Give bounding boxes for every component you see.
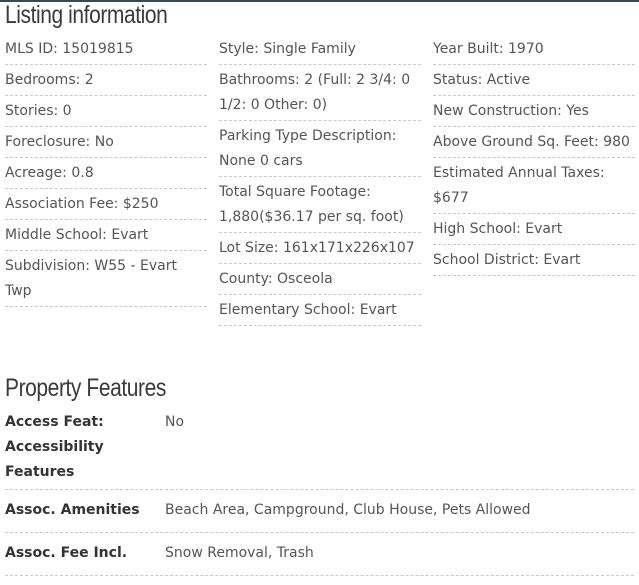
fact-middle-school bbox=[5, 220, 207, 251]
fact-association-fee bbox=[5, 189, 207, 220]
fact-value: 1,880($36.17 per sq. foot) bbox=[219, 209, 404, 225]
fact-label: Foreclosure: bbox=[5, 134, 91, 150]
fact-bedrooms bbox=[5, 65, 207, 96]
feature-value: Snow Removal, Trash bbox=[165, 545, 314, 561]
fact-style bbox=[219, 34, 421, 65]
fact-value: Evart bbox=[543, 252, 581, 268]
fact-label: MLS ID: bbox=[5, 41, 58, 57]
fact-label: Subdivision: bbox=[5, 258, 90, 274]
listing-column-1 bbox=[5, 34, 207, 307]
fact-label: Stories: bbox=[5, 103, 59, 119]
fact-value: Evart bbox=[525, 221, 563, 237]
fact-mls-id bbox=[5, 34, 207, 65]
fact-value: Evart bbox=[359, 302, 397, 318]
fact-label: Lot Size: bbox=[219, 240, 279, 256]
fact-label: Year Built: bbox=[433, 41, 504, 57]
fact-subdivision bbox=[5, 251, 207, 307]
listing-information-heading: Listing information bbox=[5, 1, 168, 29]
fact-status bbox=[433, 65, 635, 96]
feature-label: Access Feat: Accessibility Features bbox=[5, 414, 104, 480]
fact-value: 2 (Full: 2 3/4: 0 1/2: 0 Other: 0) bbox=[219, 72, 411, 113]
feature-value: No bbox=[165, 414, 185, 430]
fact-school-district bbox=[433, 245, 635, 276]
feature-row-assoc-fee-incl bbox=[5, 539, 634, 576]
fact-label: Parking Type Description: bbox=[219, 128, 397, 144]
fact-label: Above Ground Sq. Feet: bbox=[433, 134, 599, 150]
property-features-list bbox=[5, 408, 634, 576]
feature-label: Assoc. Amenities bbox=[5, 502, 140, 518]
fact-elementary-school bbox=[219, 295, 421, 326]
fact-acreage bbox=[5, 158, 207, 189]
fact-label: Total Square Footage: bbox=[219, 184, 371, 200]
fact-value: Evart bbox=[111, 227, 149, 243]
fact-value: Osceola bbox=[277, 271, 333, 287]
feature-label: Assoc. Fee Incl. bbox=[5, 545, 128, 561]
fact-label: Association Fee: bbox=[5, 196, 119, 212]
fact-value: Active bbox=[486, 72, 531, 88]
fact-county bbox=[219, 264, 421, 295]
fact-total-square-footage bbox=[219, 177, 421, 233]
fact-bathrooms bbox=[219, 65, 421, 121]
fact-value: 15019815 bbox=[62, 41, 134, 57]
fact-label: Status: bbox=[433, 72, 483, 88]
feature-value: Beach Area, Campground, Club House, Pets Allowed bbox=[165, 502, 531, 518]
fact-label: County: bbox=[219, 271, 273, 287]
fact-value: None 0 cars bbox=[219, 153, 303, 169]
fact-label: Bathrooms: bbox=[219, 72, 300, 88]
fact-estimated-annual-taxes bbox=[433, 158, 635, 214]
fact-value: 0 bbox=[62, 103, 72, 119]
fact-parking-type bbox=[219, 121, 421, 177]
fact-label: Bedrooms: bbox=[5, 72, 81, 88]
fact-label: High School: bbox=[433, 221, 521, 237]
feature-row-access bbox=[5, 408, 634, 490]
fact-value: $677 bbox=[433, 190, 469, 206]
fact-value: $250 bbox=[122, 196, 159, 212]
fact-value: 1970 bbox=[508, 41, 544, 57]
fact-foreclosure bbox=[5, 127, 207, 158]
feature-row-assoc-amenities bbox=[5, 496, 634, 533]
fact-label: Elementary School: bbox=[219, 302, 356, 318]
fact-stories bbox=[5, 96, 207, 127]
listing-column-3 bbox=[433, 34, 635, 276]
fact-above-ground-sq-feet bbox=[433, 127, 635, 158]
fact-label: School District: bbox=[433, 252, 539, 268]
fact-value: No bbox=[94, 134, 114, 150]
fact-label: Acreage: bbox=[5, 165, 67, 181]
fact-new-construction bbox=[433, 96, 635, 127]
fact-value: W55 - Evart Twp bbox=[5, 258, 177, 299]
fact-value: 161x171x226x107 bbox=[282, 240, 415, 256]
fact-year-built bbox=[433, 34, 635, 65]
fact-label: Estimated Annual Taxes: bbox=[433, 165, 605, 181]
fact-label: New Construction: bbox=[433, 103, 562, 119]
fact-label: Style: bbox=[219, 41, 259, 57]
listing-column-2 bbox=[219, 34, 421, 326]
fact-value: Yes bbox=[566, 103, 589, 119]
fact-high-school bbox=[433, 214, 635, 245]
fact-label: Middle School: bbox=[5, 227, 107, 243]
fact-value: 980 bbox=[603, 134, 630, 150]
fact-value: 0.8 bbox=[71, 165, 94, 181]
fact-lot-size bbox=[219, 233, 421, 264]
fact-value: Single Family bbox=[263, 41, 356, 57]
property-features-heading: Property Features bbox=[5, 374, 166, 402]
fact-value: 2 bbox=[84, 72, 94, 88]
